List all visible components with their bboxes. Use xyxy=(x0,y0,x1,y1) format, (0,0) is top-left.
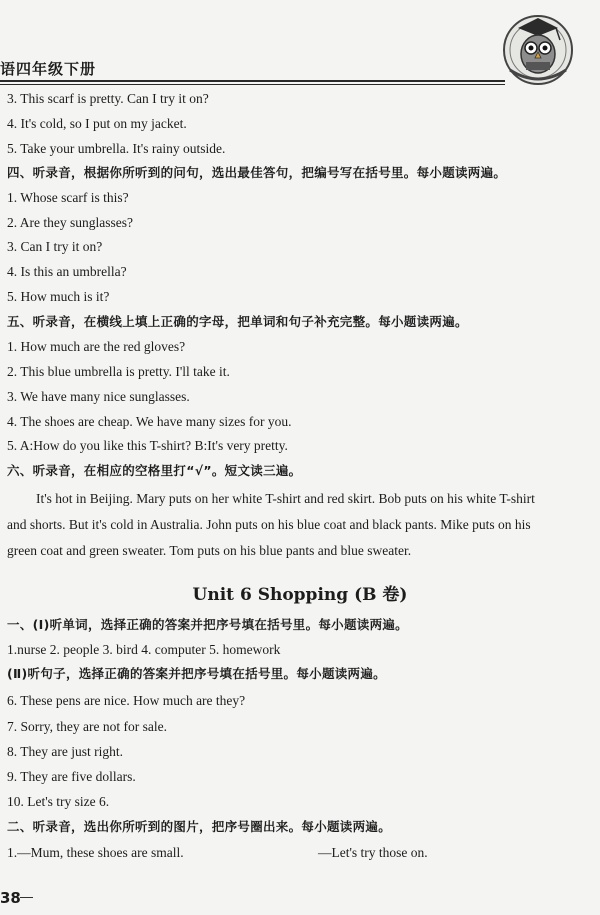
list-item: 4. It's cold, so I put on my jacket. xyxy=(7,116,187,131)
footer-dash xyxy=(20,897,33,898)
list-item: 5. How much is it? xyxy=(7,289,110,304)
section-heading: (Ⅱ)听句子，选择正确的答案并把序号填在括号里。每小题读两遍。 xyxy=(7,666,386,681)
list-item: 2. Are they sunglasses? xyxy=(7,215,133,230)
list-item: 5. Take your umbrella. It's rainy outside. xyxy=(7,141,226,156)
list-item: 1. Whose scarf is this? xyxy=(7,190,129,205)
list-item: 5. A:How do you like this T-shirt? B:It's very pretty. xyxy=(7,438,288,453)
passage-line: green coat and green sweater. Tom puts on his blue pants and blue sweater. xyxy=(7,543,412,558)
page-number: 38 xyxy=(0,889,21,907)
list-item: 3. Can I try it on? xyxy=(7,239,103,254)
list-item: 10. Let's try size 6. xyxy=(7,794,110,809)
list-item: 6. These pens are nice. How much are they? xyxy=(7,693,246,708)
list-item: 3. This scarf is pretty. Can I try it on? xyxy=(7,91,209,106)
list-item: 1. How much are the red gloves? xyxy=(7,339,186,354)
section-heading: 二、听录音，选出你所听到的图片，把序号圈出来。每小题读两遍。 xyxy=(7,819,392,834)
passage-line: It's hot in Beijing. Mary puts on her white T-shirt and red skirt. Bob puts on his white T-shirt xyxy=(36,491,535,506)
list-item: 4. Is this an umbrella? xyxy=(7,264,127,279)
section-heading: 五、听录音，在横线上填上正确的字母，把单词和句子补充完整。每小题读两遍。 xyxy=(7,314,468,329)
list-item: 7. Sorry, they are not for sale. xyxy=(7,719,167,734)
list-item: 4. The shoes are cheap. We have many sizes for you. xyxy=(7,414,292,429)
unit-title: Unit 6 Shopping (B 卷) xyxy=(192,585,408,605)
section-heading: 一、(Ⅰ)听单词，选择正确的答案并把序号填在括号里。每小题读两遍。 xyxy=(7,617,408,632)
word-list: 1.nurse 2. people 3. bird 4. computer 5. homework xyxy=(7,642,281,657)
list-item: 2. This blue umbrella is pretty. I'll take it. xyxy=(7,364,230,379)
section-heading: 六、听录音，在相应的空格里打“√”。短文读三遍。 xyxy=(7,463,302,478)
list-item: 9. They are five dollars. xyxy=(7,769,136,784)
list-item: 8. They are just right. xyxy=(7,744,123,759)
list-item-reply: —Let's try those on. xyxy=(318,845,428,860)
section-heading: 四、听录音，根据你所听到的问句，选出最佳答句，把编号写在括号里。每小题读两遍。 xyxy=(7,165,507,180)
book-title: 语四年级下册 xyxy=(0,60,97,78)
passage-line: and shorts. But it's cold in Australia. John puts on his blue coat and black pants. Mike puts on his xyxy=(7,517,531,532)
list-item: 1.—Mum, these shoes are small. xyxy=(7,845,184,860)
list-item: 3. We have many nice sunglasses. xyxy=(7,389,190,404)
